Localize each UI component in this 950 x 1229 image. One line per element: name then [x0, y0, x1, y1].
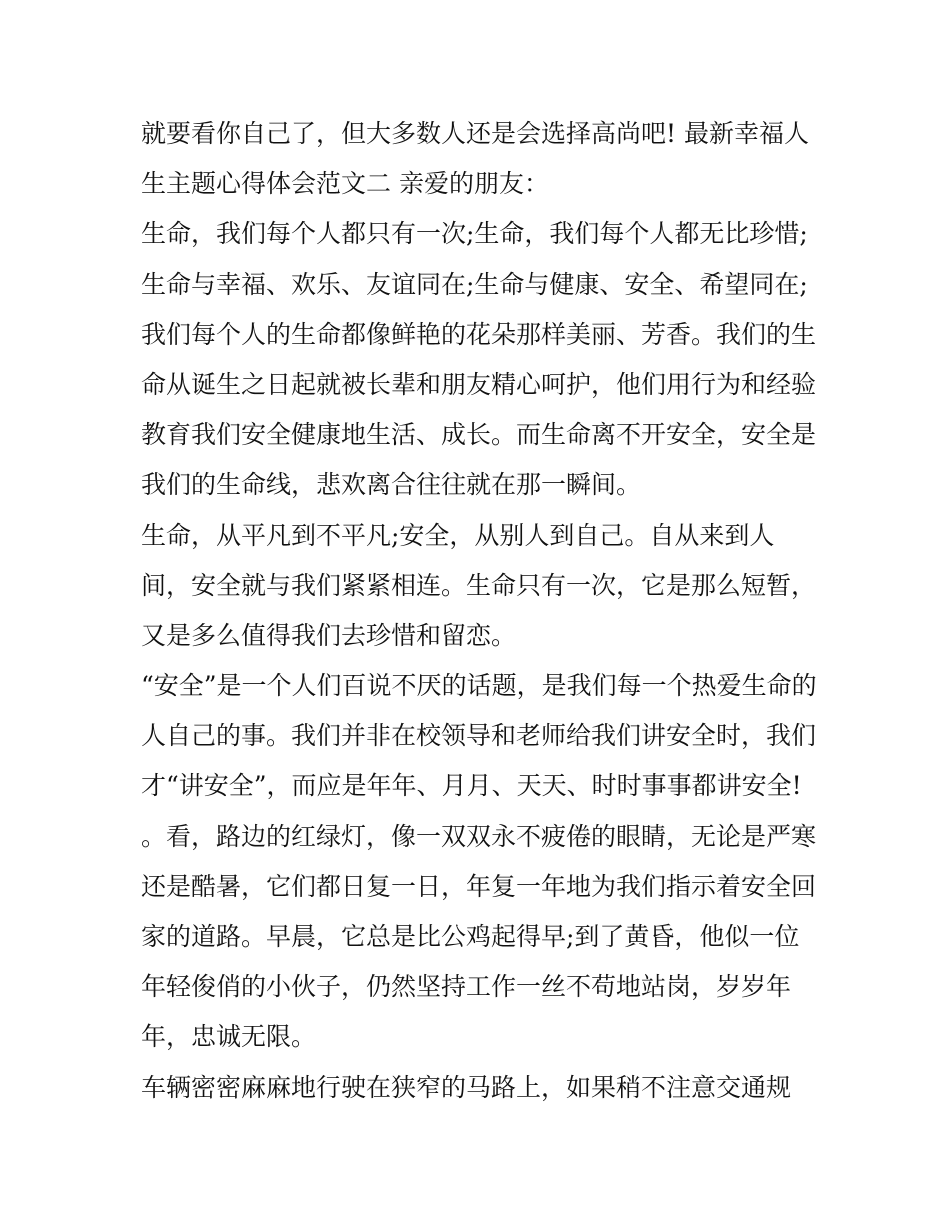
text-line: 我们每个人的生命都像鲜艳的花朵那样美丽、芳香。我们的生 — [141, 319, 817, 349]
text-line: 才“讲安全”，而应是年年、月月、天天、时时事事都讲安全! — [141, 771, 802, 801]
text-line: 命从诞生之日起就被长辈和朋友精心呵护，他们用行为和经验 — [141, 369, 817, 399]
text-line: 年轻俊俏的小伙子，仍然坚持工作一丝不苟地站岗，岁岁年 — [141, 972, 792, 1002]
text-line: 人自己的事。我们并非在校领导和老师给我们讲安全时，我们 — [141, 721, 817, 751]
text-line: 生命，我们每个人都只有一次;生命，我们每个人都无比珍惜; — [141, 219, 808, 249]
text-line: 又是多么值得我们去珍惜和留恋。 — [141, 620, 517, 650]
text-line: 。看，路边的红绿灯，像一双双永不疲倦的眼睛，无论是严寒 — [141, 821, 817, 851]
text-line: 生命与幸福、欢乐、友谊同在;生命与健康、安全、希望同在; — [141, 269, 808, 299]
text-line: 我们的生命线，悲欢离合往往就在那一瞬间。 — [141, 470, 642, 500]
text-line: 家的道路。早晨，它总是比公鸡起得早;到了黄昏，他似一位 — [141, 922, 800, 951]
text-line: “安全”是一个人们百说不厌的话题，是我们每一个热爱生命的 — [141, 671, 817, 701]
body-text — [141, 109, 821, 1113]
text-line: 间，安全就与我们紧紧相连。生命只有一次，它是那么短暂， — [141, 570, 817, 600]
text-line: 车辆密密麻麻地行驶在狭窄的马路上，如果稍不注意交通规 — [141, 1072, 792, 1102]
text-line: 教育我们安全健康地生活、成长。而生命离不开安全，安全是 — [141, 420, 817, 450]
text-line: 生命，从平凡到不平凡;安全，从别人到自己。自从来到人 — [141, 520, 775, 550]
text-line: 年，忠诚无限。 — [141, 1022, 317, 1052]
text-line: 还是酷暑，它们都日复一日，年复一年地为我们指示着安全回 — [141, 871, 817, 901]
text-line: 就要看你自己了，但大多数人还是会选择高尚吧! 最新幸福人 — [141, 119, 809, 148]
text-line: 生主题心得体会范文二 亲爱的朋友： — [141, 169, 549, 199]
